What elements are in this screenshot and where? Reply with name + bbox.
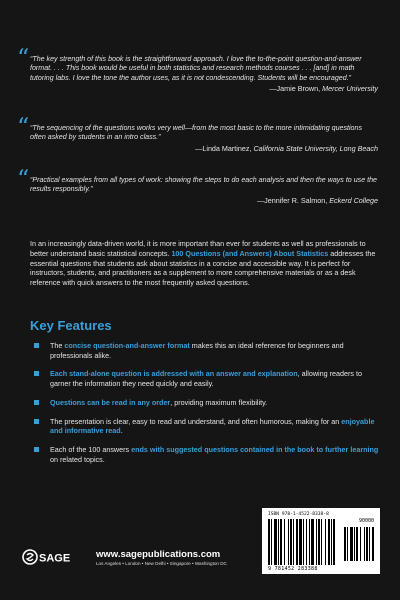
square-bullet-icon [34,419,39,424]
barcode-bars-icon [268,519,374,565]
price-code: 90000 [358,518,374,524]
book-description: In an increasingly data-driven world, it is more important than ever for students as well as professionals to better understand basic statistical concepts. 100 Questions (and Answers) About Statistics addresses the essential questions that students ask about statistics in a concise and accessible way. It is perfect for instructors, students, and practitioners as a supplement to more comprehensive materials or as a desk reference with quick answers to the most frequently asked questions. [30,239,376,288]
square-bullet-icon [34,400,39,405]
isbn-label: ISBN 978-1-4522-8338-8 [268,512,329,517]
feature-item: Each of the 100 answers ends with suggested questions contained in the book to further learning on related topics. [30,445,380,464]
barcode [262,508,380,574]
isbn-number: 9 781452 283388 [268,566,318,572]
feature-item: The presentation is clear, easy to read and understand, and often humorous, making for an enjoyable and informative read. [30,417,380,436]
quote-attribution: —Linda Martinez, California State University, Long Beach [195,143,378,153]
quote-mark-icon: “ [17,165,30,193]
quote-text: “Practical examples from all types of work: showing the steps to do each analysis and then the ways to use the results responsibly.” [30,176,377,194]
square-bullet-icon [34,371,39,376]
square-bullet-icon [34,447,39,452]
quote-attribution: —Jennifer R. Salmon, Eckerd College [256,195,378,205]
quote-text: “The sequencing of the questions works very well—from the most basic to the more intimidating questions often asked by students in an intro class.” [30,124,362,142]
feature-item: The concise question-and-answer format makes this an ideal reference for beginners and professionals alike. [30,341,380,360]
quote-mark-icon: “ [17,44,30,72]
quote-attribution: —Jamie Brown, Mercer University [269,84,378,94]
sage-logo-icon [22,549,82,565]
quote-1 [17,44,378,94]
quote-text: “The key strength of this book is the straightforward approach. I love the to-the-point question-and-answer format. . . . This book would be useful in both statistics and research methods courses . . . [and] in math tutoring labs. I love the tone the author uses, as it is not condescending. Students will be encouraged.” [30,55,362,82]
svg-text:SAGE: SAGE [39,552,71,565]
feature-item: Questions can be read in any order, providing maximum flexibility. [30,398,380,408]
book-title: 100 Questions (and Answers) About Statistics [171,248,329,258]
key-features-heading: Key Features [30,318,112,333]
publisher-url: www.sagepublications.com [96,549,221,560]
quote-2 [17,113,378,153]
square-bullet-icon [34,343,39,348]
quote-mark-icon: “ [17,113,30,141]
publisher-cities: Los Angeles • London • New Delhi • Singapore • Washington DC [96,561,227,566]
key-features-list [30,341,380,473]
quote-3 [17,165,378,205]
feature-item: Each stand-alone question is addressed with an answer and explanation, allowing readers to garner the information they need quickly and easily. [30,369,380,388]
